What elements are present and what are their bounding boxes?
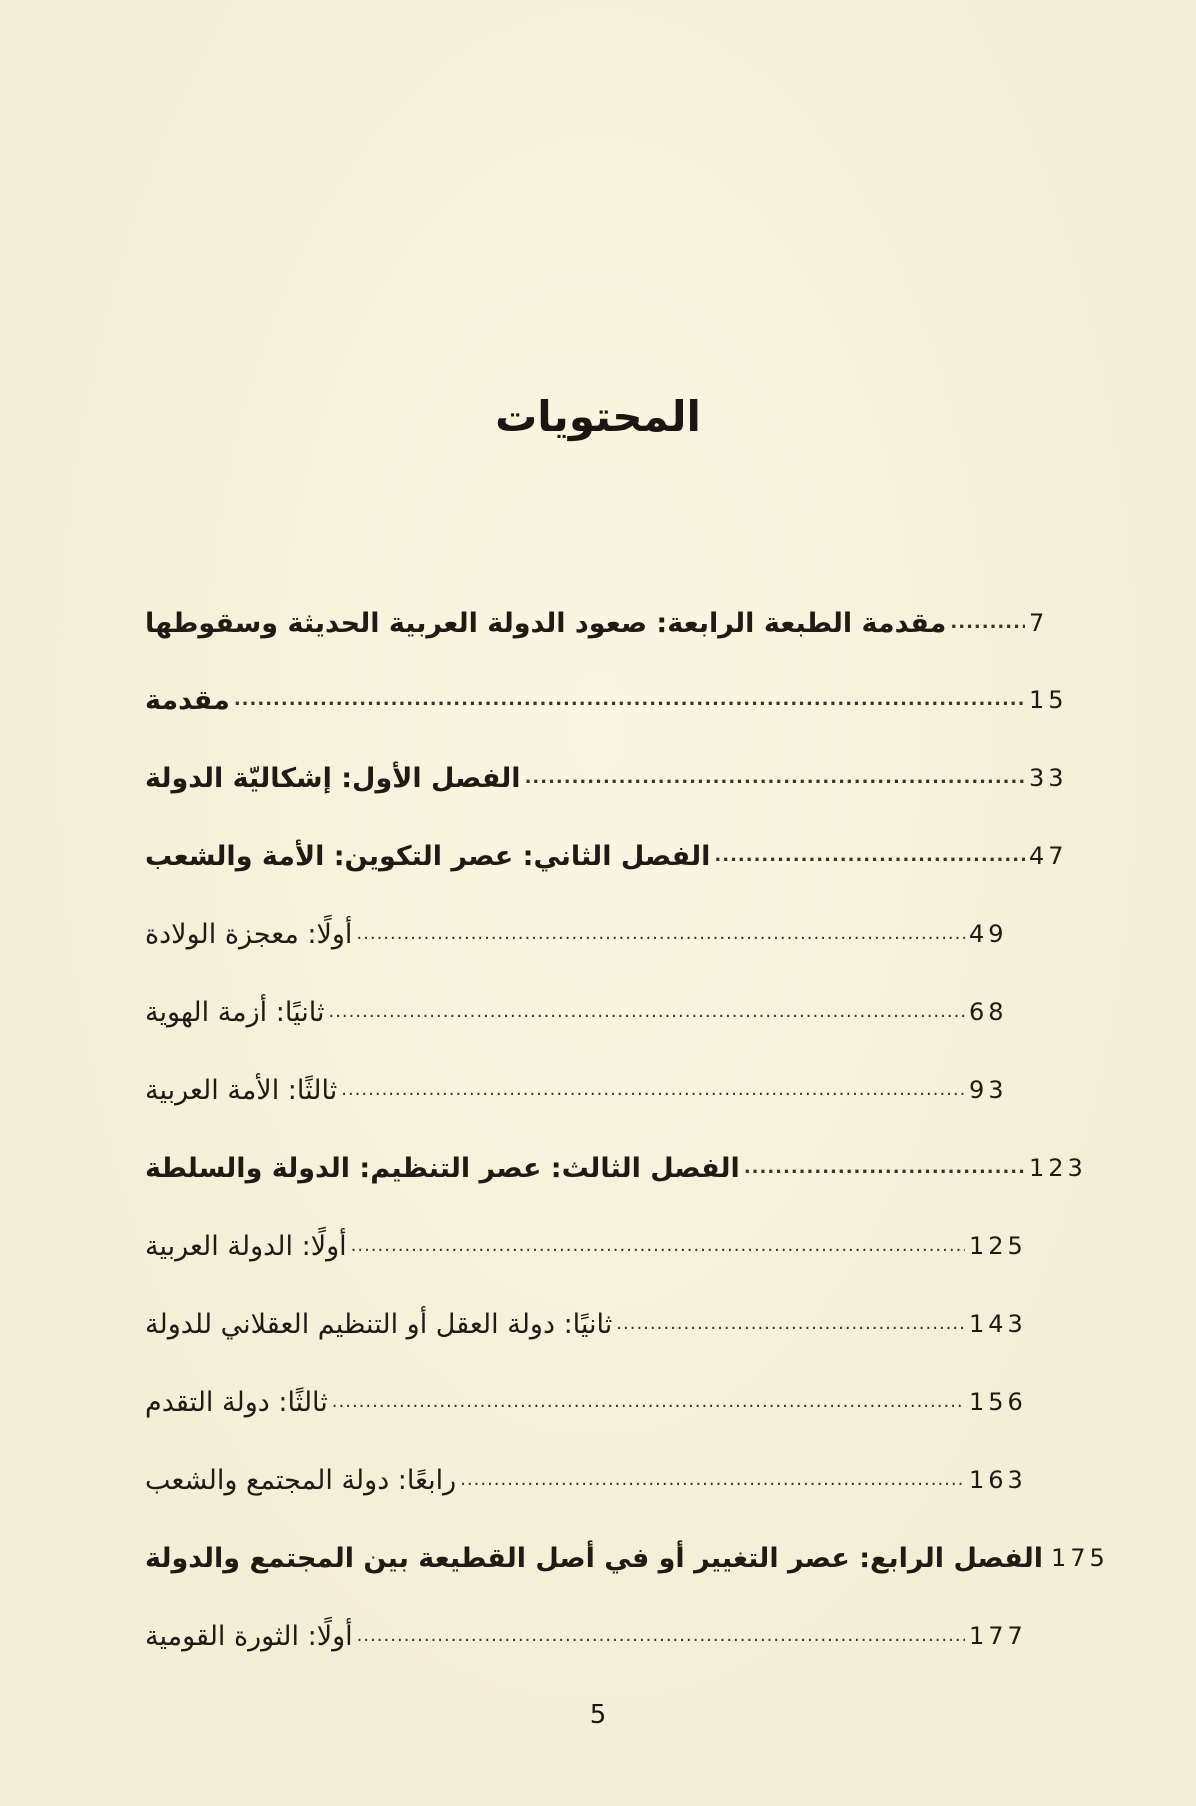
toc-entry xyxy=(145,1057,1089,1107)
toc-entry xyxy=(145,590,1089,640)
toc-entry-label: مقدمة الطبعة الرابعة: صعود الدولة العربية الحديثة وسقوطها xyxy=(145,607,947,639)
toc-entry xyxy=(145,1291,1089,1341)
toc-entry-label: ثالثًا: الأمة العربية xyxy=(145,1074,338,1106)
toc-entry-label: الفصل الرابع: عصر التغيير أو في أصل القطيعة بين المجتمع والدولة xyxy=(145,1542,1043,1574)
toc-entry-page: 175 xyxy=(1050,1544,1109,1573)
toc-entry xyxy=(145,1525,1109,1575)
toc-entry-page: 163 xyxy=(969,1466,1027,1495)
toc-leader-dots xyxy=(341,1079,965,1101)
toc-entry-label: الفصل الأول: إشكاليّة الدولة xyxy=(145,762,521,794)
toc-entry-label: ثانيًا: أزمة الهوية xyxy=(145,996,325,1028)
toc-entry-page: 123 xyxy=(1029,1154,1087,1183)
toc-entry xyxy=(145,745,1089,795)
toc-entry-label: أولًا: معجزة الولادة xyxy=(145,918,353,950)
toc-entry-page: 125 xyxy=(969,1232,1027,1261)
toc-entry-label: الفصل الثاني: عصر التكوين: الأمة والشعب xyxy=(145,840,711,872)
toc-leader-dots xyxy=(950,612,1025,634)
toc-entry-page: 177 xyxy=(969,1622,1027,1651)
toc-entry-page: 156 xyxy=(969,1388,1027,1417)
toc-entry-page: 143 xyxy=(969,1310,1027,1339)
toc-entry xyxy=(145,823,1089,873)
toc-entry-label: رابعًا: دولة المجتمع والشعب xyxy=(145,1464,457,1496)
toc-entry-page: 68 xyxy=(969,998,1008,1027)
toc-leader-dots xyxy=(332,1391,965,1413)
toc-entry xyxy=(145,1213,1089,1263)
toc-entry xyxy=(145,901,1089,951)
toc-entry-label: ثانيًا: دولة العقل أو التنظيم العقلاني للدولة xyxy=(145,1308,613,1340)
toc-leader-dots xyxy=(744,1157,1025,1179)
toc-leader-dots xyxy=(525,767,1025,789)
toc-entry-page: 47 xyxy=(1029,842,1068,871)
toc-entry-page: 7 xyxy=(1029,609,1049,638)
toc-entry xyxy=(145,1603,1089,1653)
toc-entry-page: 49 xyxy=(969,920,1008,949)
toc-entry-label: ثالثًا: دولة التقدم xyxy=(145,1386,328,1418)
page-number: 5 xyxy=(589,1700,607,1730)
toc-leader-dots xyxy=(714,845,1025,867)
toc-leader-dots xyxy=(357,1625,965,1647)
toc-entry-label: الفصل الثالث: عصر التنظيم: الدولة والسلطة xyxy=(145,1152,740,1184)
toc-leader-dots xyxy=(356,923,965,945)
toc-entry xyxy=(145,1447,1089,1497)
toc-entry-page: 33 xyxy=(1029,764,1068,793)
toc-leader-dots xyxy=(234,689,1025,711)
toc-entry-page: 93 xyxy=(969,1076,1008,1105)
toc-entry-label: مقدمة xyxy=(145,684,230,716)
toc-leader-dots xyxy=(328,1001,965,1023)
toc-entry xyxy=(145,1369,1089,1419)
toc-leader-dots xyxy=(616,1313,965,1335)
toc-leader-dots xyxy=(460,1469,965,1491)
toc-entry-page: 15 xyxy=(1029,686,1068,715)
toc-leader-dots xyxy=(351,1235,965,1257)
toc-entry-label: أولًا: الثورة القومية xyxy=(145,1620,353,1652)
toc-entry xyxy=(145,667,1089,717)
toc-entry xyxy=(145,979,1089,1029)
toc-entry-label: أولًا: الدولة العربية xyxy=(145,1230,347,1262)
page-title: المحتويات xyxy=(495,392,701,441)
toc-entry xyxy=(145,1135,1089,1185)
